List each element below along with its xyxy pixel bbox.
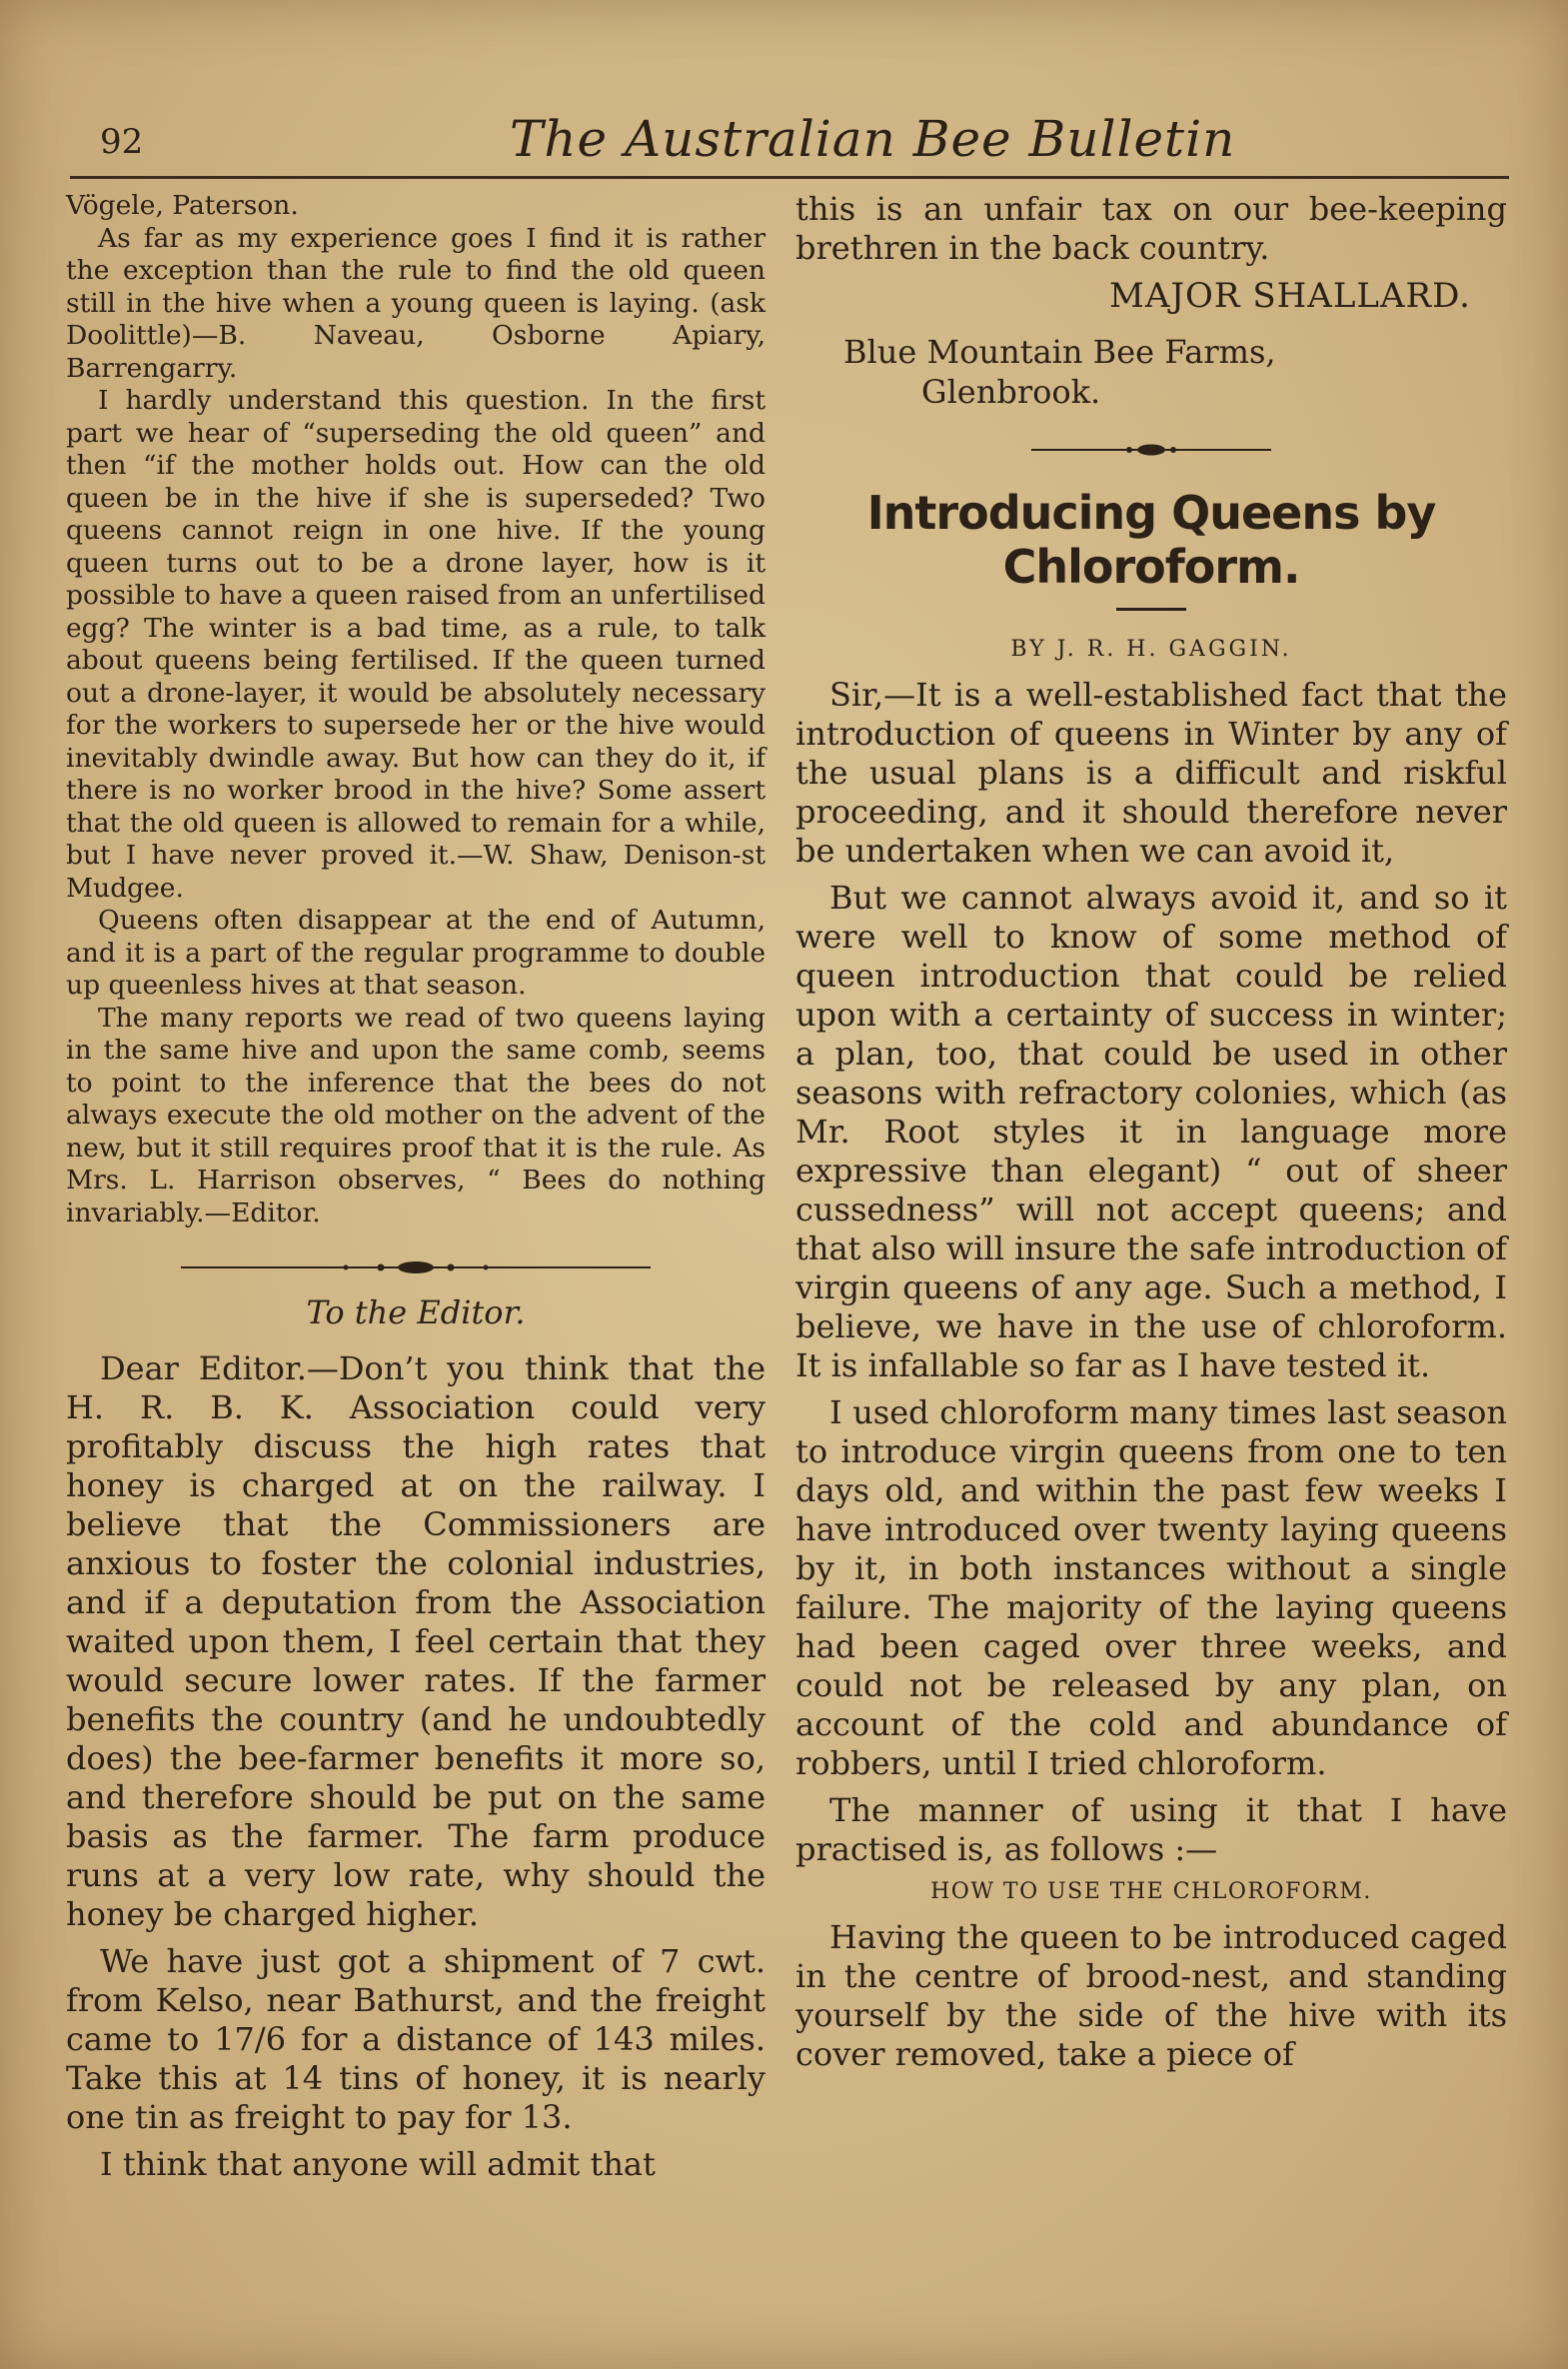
paragraph: The many reports we read of two queens laying in the same hive and upon the same comb, seems to point to the inference that the bees do not always execute the old mother on the advent of the new, but it still requires proof that it is the rule. As Mrs. L. Harrison observes, “ Bees do nothing invariably.—Editor. [66, 1002, 766, 1228]
article-title: Introducing Queens by Chloroform. [866, 486, 1436, 594]
section-title: To the Editor. [306, 1293, 526, 1331]
paragraph: But we cannot always avoid it, and so it were well to know of some method of queen introduction that could be relied upon with a certainty of success in winter; a plan, too, that could be used in other seasons with refractory colonies, which (as Mr. Root styles it in language more expressive than elegant) “ out of sheer cussedness” will not accept queens; and that also will insure the safe introduction of virgin queens of any age. Such a method, I believe, we have in the use of chloroform. It is infallable so far as I have tested it. [795, 879, 1507, 1384]
address-line: Blue Mountain Bee Farms, [843, 333, 1276, 371]
page-header [70, 110, 1509, 180]
running-title: The Australian Bee Bulletin [510, 110, 1236, 168]
ornament-divider [181, 1259, 651, 1275]
ornament-divider [1031, 442, 1271, 458]
header-rule [70, 176, 1509, 179]
signature: MAJOR SHALLARD. [1109, 276, 1471, 316]
paragraph: Having the queen to be introduced caged in the centre of brood-nest, and standing yourself by the side of the hive with its cover removed, take a piece of [795, 1918, 1507, 2073]
address-line: Glenbrook. [921, 373, 1101, 411]
title-rule [1116, 608, 1186, 611]
page-number: 92 [100, 122, 144, 162]
paragraph: I used chloroform many times last season to introduce virgin queens from one to ten days old, and within the past few weeks I have introduced over twenty laying queens by it, in both instances without a single failure. The majority of the laying queens had been caged over three weeks, and could not be released by any plan, on account of the cold and abundance of robbers, until I tried chloroform. [795, 1393, 1507, 1782]
paragraph: Dear Editor.—Don’t you think that the H. R. B. K. Association could very profitably discuss the high rates that honey is charged at on the railway. I believe that the Commissioners are anxious to foster the colonial industries, and if a deputation from the Association waited upon them, I feel certain that they would secure lower rates. If the farmer benefits the country (and he undoubtedly does) the bee-farmer benefits it more so, and therefore should be put on the same basis as the farmer. The farm produce runs at a very low rate, why should the honey be charged higher. [66, 1349, 766, 1933]
paragraph: We have just got a shipment of 7 cwt. from Kelso, near Bathurst, and the freight came to 17/6 for a distance of 143 miles. Take this at 14 tins of honey, it is nearly one tin as freight to pay for 13. [66, 1942, 766, 2136]
paragraph: As far as my experience goes I find it is rather the exception than the rule to find the old queen still in the hive when a young queen is laying. (ask Doolittle)—B. Naveau, Osborne Apiary, Barrengarry. [66, 222, 766, 384]
paragraph: Queens often disappear at the end of Autumn, and it is a part of the regular programme to double up queenless hives at that season. [66, 905, 766, 1001]
right-column [795, 190, 1507, 2082]
paragraph: Vögele, Paterson. [66, 190, 299, 221]
subheading: HOW TO USE THE CHLOROFORM. [930, 1879, 1372, 1904]
paragraph: I think that anyone will admit that [100, 2145, 656, 2183]
paragraph: this is an unfair tax on our bee-keeping brethren in the back country. [795, 190, 1507, 267]
byline: BY J. R. H. GAGGIN. [1010, 637, 1292, 662]
paragraph: I hardly understand this question. In the first part we hear of “superseding the old queen” and then “if the mother holds out. How can the old queen be in the hive if she is superseded? Two queens cannot reign in one hive. If the young queen turns out to be a drone layer, how is it possible to have a queen raised from an unfertilised egg? The winter is a bad time, as a rule, to talk about queens being fertilised. If the queen turned out a drone-layer, it would be absolutely necessary for the workers to supersede her or the hive would inevitably dwindle away. But how can they do it, if there is no worker brood in the hive? Some assert that the old queen is allowed to remain for a while, but I have never proved it.—W. Shaw, Denison-st Mudgee. [66, 385, 766, 904]
left-column [66, 190, 766, 2192]
paragraph: Sir,—It is a well-established fact that the introduction of queens in Winter by any of the usual plans is a difficult and riskful proceeding, and it should therefore never be undertaken when we can avoid it, [795, 676, 1507, 870]
address [843, 332, 1507, 412]
paragraph: The manner of using it that I have practised is, as follows :— [795, 1791, 1507, 1868]
